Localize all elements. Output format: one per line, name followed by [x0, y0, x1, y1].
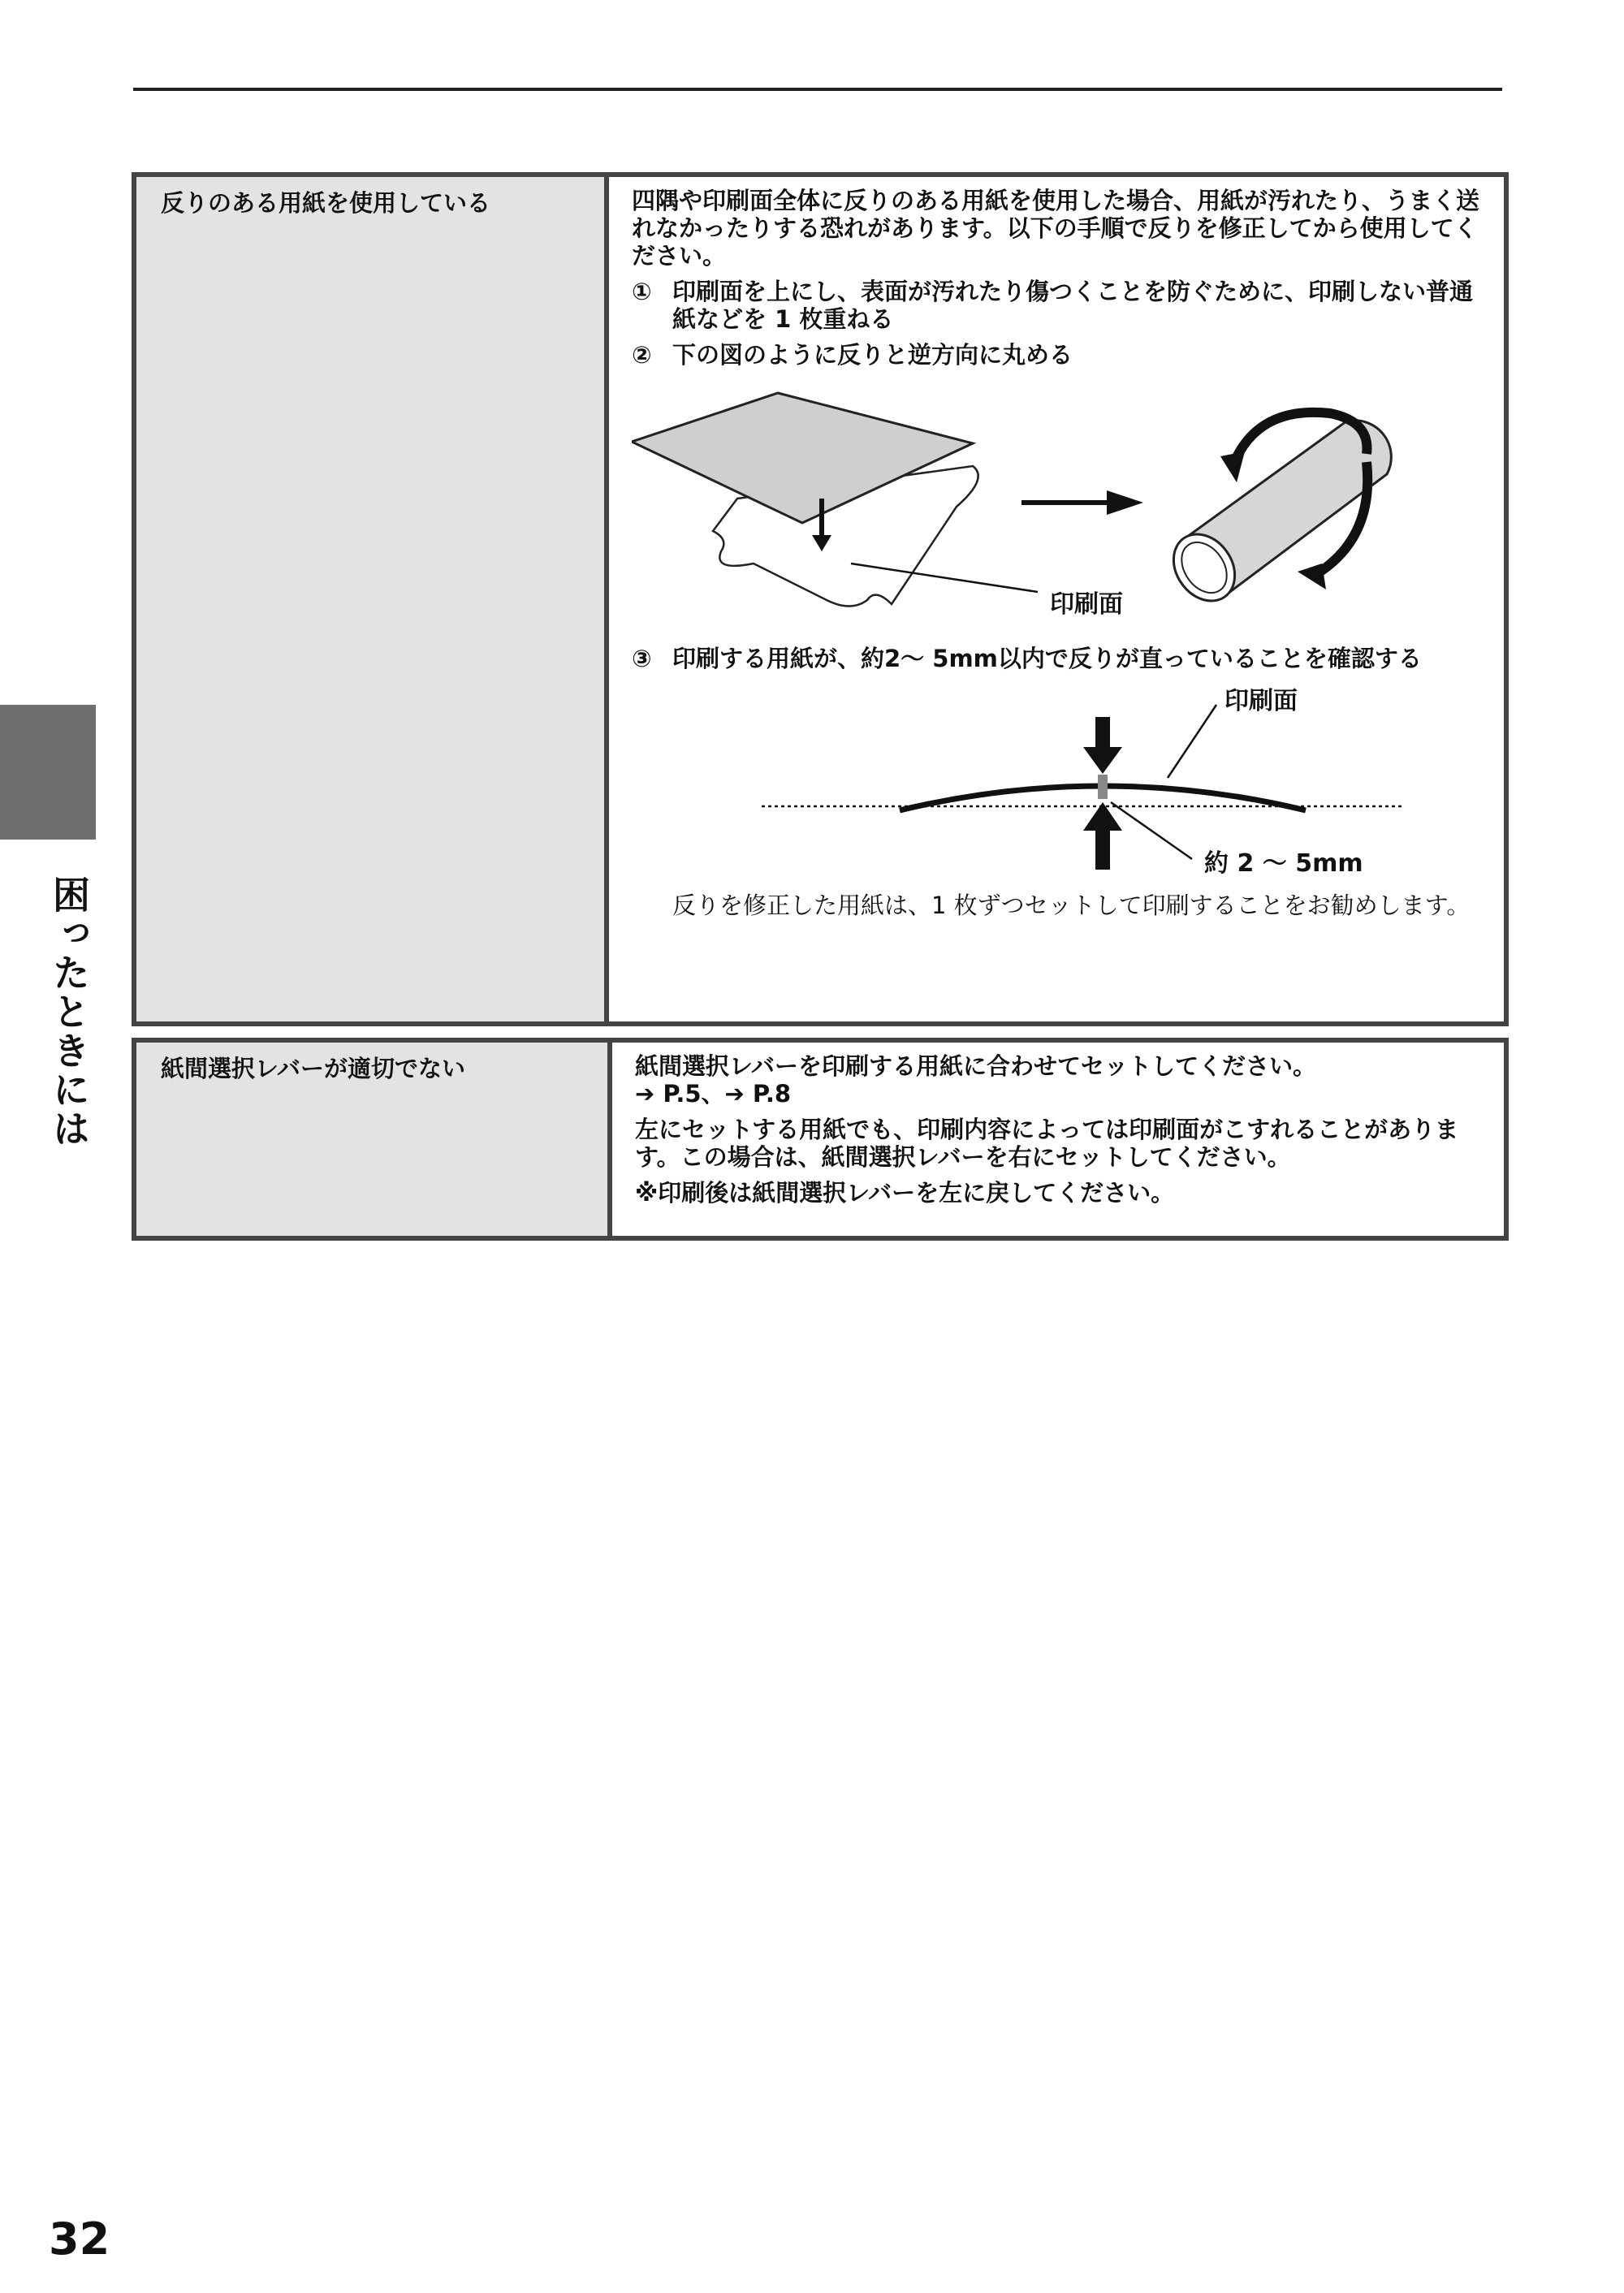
solution-line: 紙間選択レバーを印刷する用紙に合わせてセットしてください。 — [635, 1052, 1316, 1080]
step-number: ③ — [632, 645, 652, 672]
roll-paper-figure — [632, 377, 1484, 645]
cause-cell: 紙間選択レバーが適切でない — [136, 1043, 612, 1236]
gap-size-label: 約 2 ～ 5mm — [1204, 849, 1363, 878]
step-text: 印刷面を上にし、表面が汚れたり傷つくことを防ぐために、印刷しない普通紙などを 1 枚重ねる — [672, 278, 1474, 333]
solution-cell — [609, 177, 1504, 1021]
flatness-check-figure — [632, 680, 1484, 892]
solution-intro: 四隅や印刷面全体に反りのある用紙を使用した場合、用紙が汚れたり、うまく送れなかったりする恐れがあります。以下の手順で反りを修正してから使用してください。 — [632, 187, 1480, 270]
step-2 — [632, 341, 1484, 369]
step-text: 印刷する用紙が、約2～ 5mm以内で反りが直っていることを確認する — [672, 645, 1422, 672]
step-number: ② — [632, 341, 652, 369]
page-number: 32 — [49, 2213, 110, 2265]
solution-paragraph: 左にセットする用紙でも、印刷内容によっては印刷面がこすれることがあります。この場合は、紙間選択レバーを右にセットしてください。 — [635, 1116, 1459, 1171]
section-tab — [0, 705, 96, 840]
advice-note: 反りを修正した用紙は、1 枚ずつセットして印刷することをお勧めします。 — [672, 892, 1471, 919]
trouble-row-paper-lever — [132, 1038, 1509, 1241]
cause-cell: 反りのある用紙を使用している — [136, 177, 609, 1021]
print-side-label: 印刷面 — [1224, 687, 1298, 715]
step-3 — [632, 645, 1484, 672]
step-text: 下の図のように反りと逆方向に丸める — [672, 341, 1073, 369]
step-1 — [632, 278, 1484, 333]
right-arrow — [1107, 490, 1143, 515]
step-number: ① — [632, 278, 652, 305]
page-reference: ➔ P.5、➔ P.8 — [635, 1080, 792, 1108]
section-tab-label: 困ったときには — [47, 875, 91, 1148]
rolled-paper — [1161, 421, 1391, 613]
trouble-row-curled-paper — [132, 172, 1509, 1026]
print-side-label: 印刷面 — [1050, 590, 1123, 619]
solution-cell — [612, 1043, 1504, 1236]
solution-remark: ※印刷後は紙間選択レバーを左に戻してください。 — [635, 1179, 1175, 1207]
header-rule — [133, 88, 1502, 91]
gap-arrow-down — [1083, 747, 1122, 774]
